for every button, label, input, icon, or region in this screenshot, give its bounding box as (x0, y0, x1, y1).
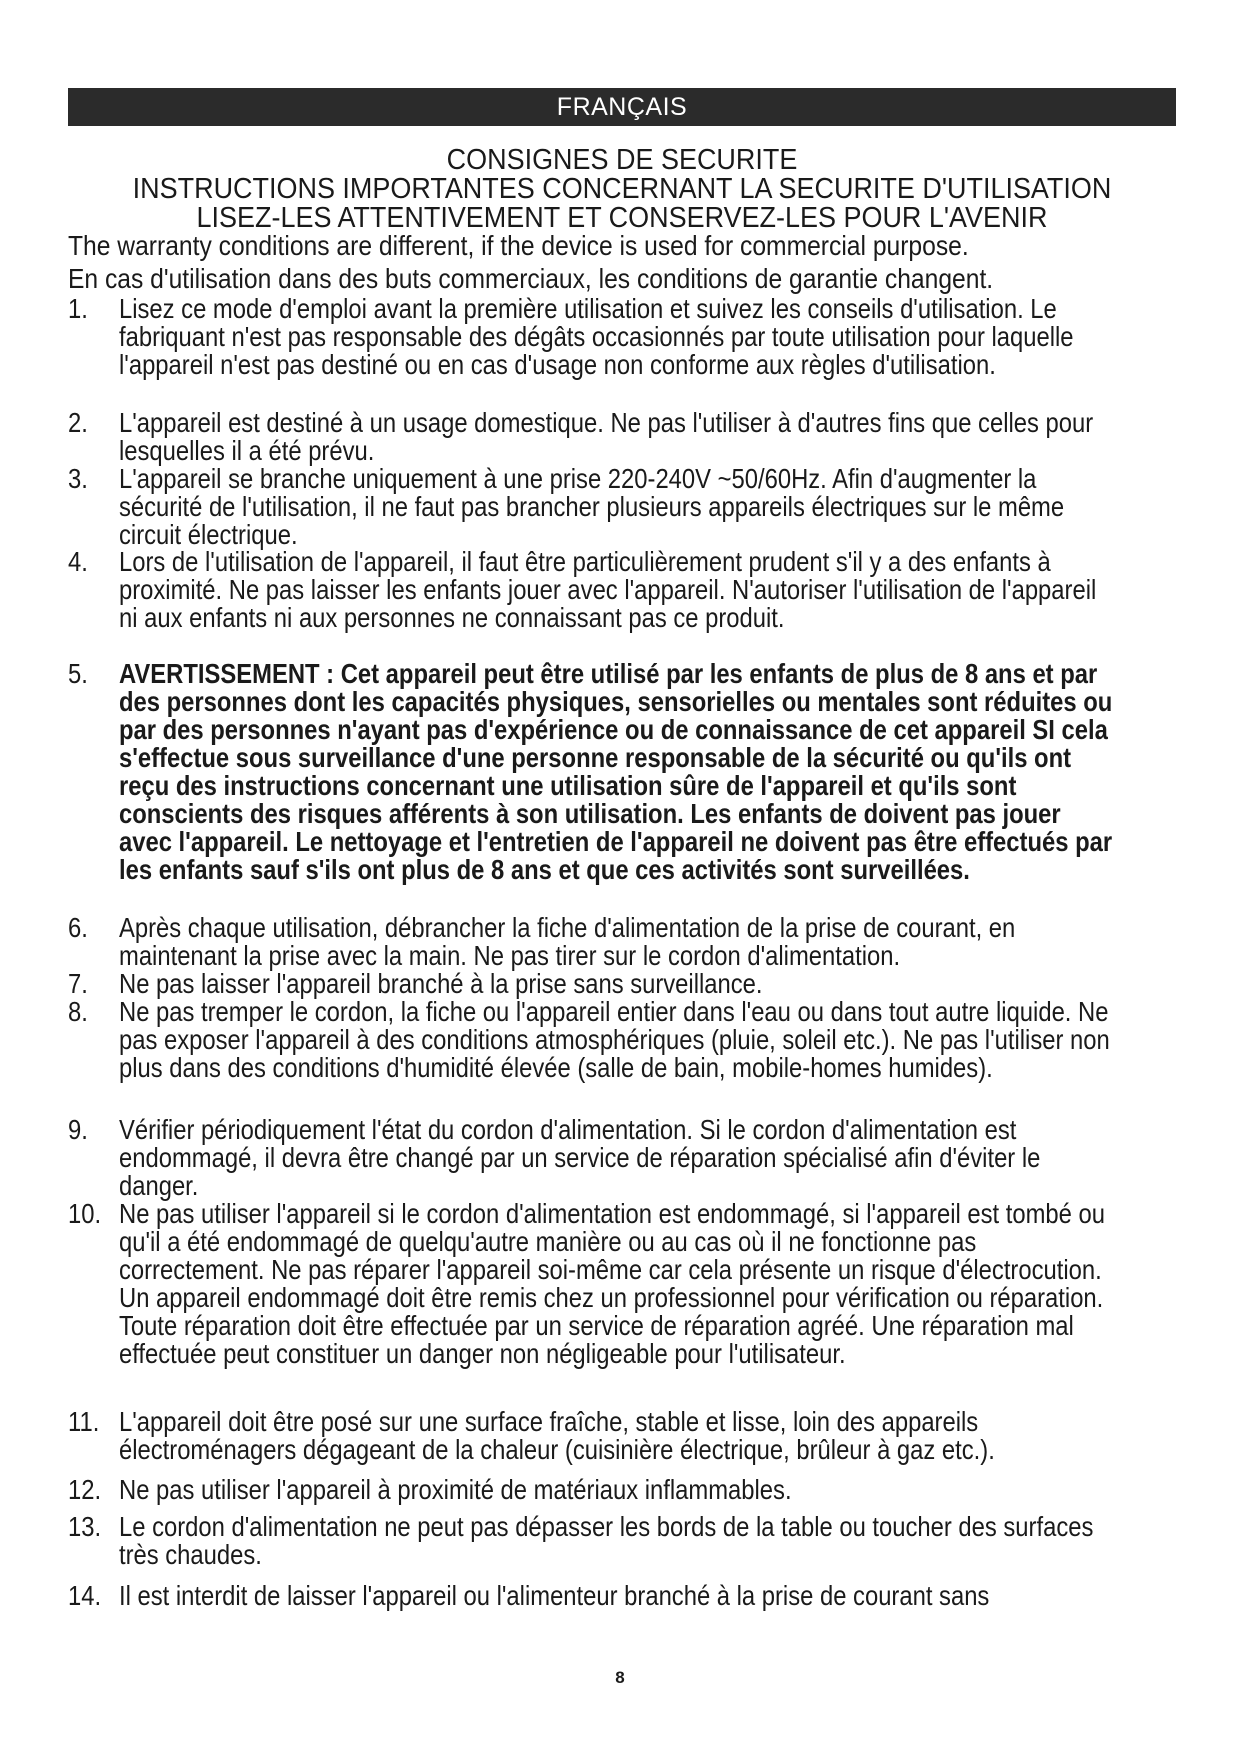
item-text: Ne pas tremper le cordon, la fiche ou l'appareil entier dans l'eau ou dans tout autre liquide. Ne pas exposer l'appareil à des conditions atmosphériques (pluie, soleil etc.). Ne pas l'utiliser non plus dans des conditions d'humidité élevée (salle de bain, mobile-homes humides). (119, 996, 1110, 1083)
item-text: Après chaque utilisation, débrancher la fiche d'alimentation de la prise de courant, en maintenant la prise avec la main. Ne pas tirer sur le cordon d'alimentation. (119, 912, 1016, 971)
warranty-note-english: The warranty conditions are different, if the device is used for commercial purpose. (68, 230, 969, 261)
item-text: L'appareil est destiné à un usage domestique. Ne pas l'utiliser à d'autres fins que celles pour lesquelles il a été prévu. (119, 407, 1094, 466)
item-number: 14. (68, 1580, 102, 1611)
item-number: 1. (68, 293, 88, 324)
language-header-bar: FRANÇAIS (68, 88, 1176, 126)
item-text: Le cordon d'alimentation ne peut pas dépasser les bords de la table ou toucher des surfaces très chaudes. (119, 1511, 1094, 1570)
item-number: 6. (68, 912, 88, 943)
item-number: 2. (68, 407, 88, 438)
item-text: Ne pas laisser l'appareil branché à la prise sans surveillance. (119, 968, 763, 999)
title-line-2: INSTRUCTIONS IMPORTANTES CONCERNANT LA SECURITE D'UTILISATION (132, 173, 1112, 205)
warranty-note-french: En cas d'utilisation dans des buts commerciaux, les conditions de garantie changent. (68, 263, 994, 294)
item-text: L'appareil se branche uniquement à une prise 220-240V ~50/60Hz. Afin d'augmenter la sécurité de l'utilisation, il ne faut pas brancher plusieurs appareils électriques sur le même circuit électrique. (119, 463, 1065, 550)
item-text: Lors de l'utilisation de l'appareil, il faut être particulièrement prudent s'il y a des enfants à proximité. Ne pas laisser les enfants jouer avec l'appareil. N'autoriser l'utilisation de l'appareil ni aux enfants ni aux personnes ne connaissant pas ce produit. (119, 546, 1097, 633)
title-line-3: LISEZ-LES ATTENTIVEMENT ET CONSERVEZ-LES POUR L'AVENIR (196, 202, 1048, 234)
page-number: 8 (615, 1668, 625, 1687)
item-text: Lisez ce mode d'emploi avant la première utilisation et suivez les conseils d'utilisation. Le fabriquant n'est pas responsable des dégâts occasionnés par toute utilisation pour laquelle l'appareil n'est pas destiné ou en cas d'usage non conforme aux règles d'utilisation. (119, 293, 1074, 380)
item-text: AVERTISSEMENT : Cet appareil peut être utilisé par les enfants de plus de 8 ans et par des personnes dont les capacités physiques, sensorielles ou mentales sont réduites ou par des personnes n'ayant pas d'expérience ou de connaissance de cet appareil SI cela s'effectue sous surveillance d'une personne responsable de la sécurité ou qu'ils ont reçu des instructions concernant une utilisation sûre de l'appareil et qu'ils sont conscients des risques afférents à son utilisation. Les enfants de doivent pas jouer avec l'appareil. Le nettoyage et l'entretien de l'appareil ne doivent pas être effectués par les enfants sauf s'ils ont plus de 8 ans et que ces activités sont surveillées. (119, 658, 1113, 885)
item-text: Vérifier périodiquement l'état du cordon d'alimentation. Si le cordon d'alimentation est endommagé, il devra être changé par un service de réparation spécialisé afin d'éviter le danger. (119, 1114, 1041, 1201)
item-number: 12. (68, 1474, 102, 1505)
safety-title-block (107, 146, 1137, 233)
item-number: 4. (68, 546, 88, 577)
item-text: L'appareil doit être posé sur une surface fraîche, stable et lisse, loin des appareils électroménagers dégageant de la chaleur (cuisinière électrique, brûleur à gaz etc.). (119, 1406, 995, 1465)
item-number: 8. (68, 996, 88, 1027)
item-text: Il est interdit de laisser l'appareil ou l'alimenteur branché à la prise de courant sans (119, 1580, 990, 1611)
item-text: Ne pas utiliser l'appareil si le cordon d'alimentation est endommagé, si l'appareil est tombé ou qu'il a été endommagé de quelqu'autre manière ou au cas où il ne fonctionne pas correctement. Ne pas réparer l'appareil soi-même car cela présente un risque d'électrocution. Un appareil endommagé doit être remis chez un professionnel pour vérification ou réparation. Toute réparation doit être effectuée par un service de réparation agréé. Une réparation mal effectuée peut constituer un danger non négligeable pour l'utilisateur. (119, 1198, 1105, 1369)
item-number: 7. (68, 968, 88, 999)
item-number: 11. (68, 1406, 100, 1437)
item-text: Ne pas utiliser l'appareil à proximité de matériaux inflammables. (119, 1474, 792, 1505)
item-number: 3. (68, 463, 88, 494)
item-number: 10. (68, 1198, 102, 1229)
title-line-1: CONSIGNES DE SECURITE (446, 144, 798, 176)
item-number: 9. (68, 1114, 88, 1145)
item-number: 13. (68, 1511, 102, 1542)
item-number: 5. (68, 658, 88, 689)
